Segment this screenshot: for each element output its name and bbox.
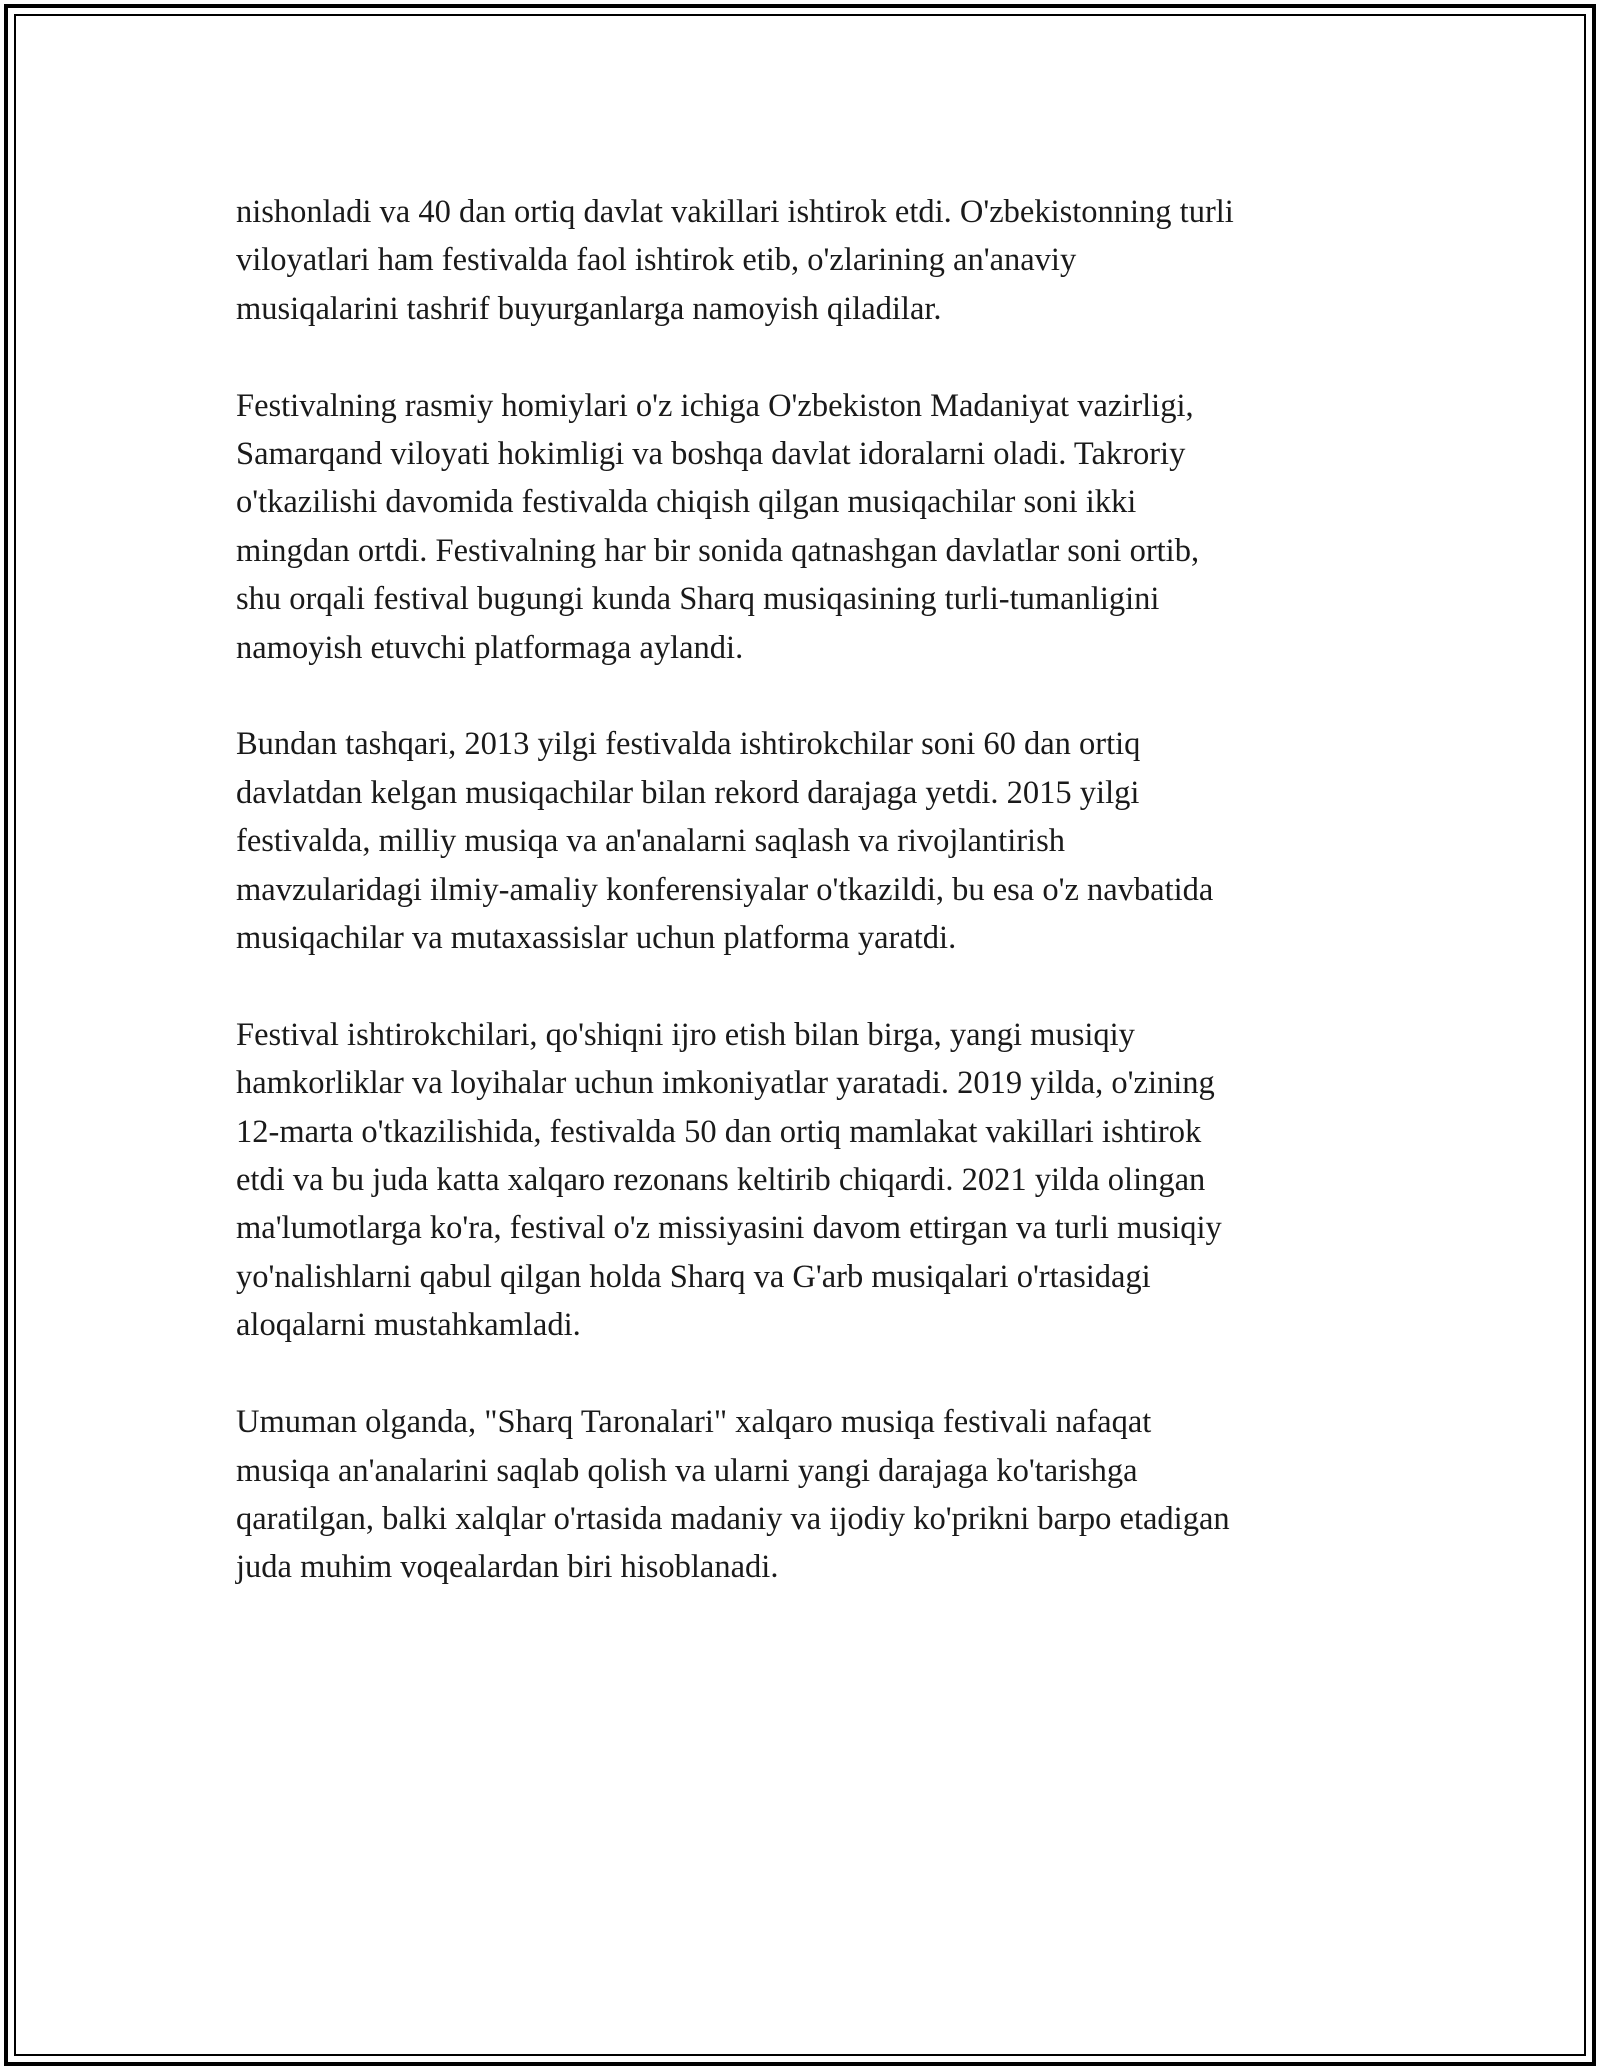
- text-line: Samarqand viloyati hokimligi va boshqa davlat idoralarni oladi. Takroriy: [236, 436, 1186, 473]
- text-line: o'tkazilishi davomida festivalda chiqish qilgan musiqachilar soni ikki: [236, 484, 1137, 521]
- text-line: davlatdan kelgan musiqachilar bilan rekord darajaga yetdi. 2015 yilgi: [236, 774, 1140, 811]
- text-line: festivalda, milliy musiqa va an'analarni saqlash va rivojlantirish: [236, 823, 1065, 860]
- text-line: hamkorliklar va loyihalar uchun imkoniyatlar yaratadi. 2019 yilda, o'zining: [236, 1065, 1215, 1102]
- text-line: etdi va bu juda katta xalqaro rezonans keltirib chiqardi. 2021 yilda olingan: [236, 1162, 1206, 1199]
- text-line: nishonladi va 40 dan ortiq davlat vakillari ishtirok etdi. O'zbekistonning turli: [236, 194, 1234, 230]
- text-line: musiqa an'analarini saqlab qolish va ularni yangi darajaga ko'tarishga: [236, 1452, 1138, 1489]
- text-line: yo'nalishlarni qabul qilgan holda Sharq va G'arb musiqalari o'rtasidagi: [236, 1258, 1151, 1295]
- document-body: [236, 188, 1378, 1640]
- paragraph-4: [236, 1011, 1378, 1350]
- text-line: qaratilgan, balki xalqlar o'rtasida madaniy va ijodiy ko'prikni barpo etadigan: [236, 1500, 1230, 1537]
- text-line: namoyish etuvchi platformaga aylandi.: [236, 629, 744, 666]
- text-line: musiqalarini tashrif buyurganlarga namoyish qiladilar.: [236, 290, 942, 327]
- text-line: musiqachilar va mutaxassislar uchun platforma yaratdi.: [236, 920, 957, 957]
- paragraph-1: [236, 188, 1378, 333]
- text-line: Umuman olganda, "Sharq Taronalari" xalqaro musiqa festivali nafaqat: [236, 1404, 1152, 1441]
- text-line: Festival ishtirokchilari, qo'shiqni ijro etish bilan birga, yangi musiqiy: [236, 1016, 1135, 1053]
- text-line: juda muhim voqealardan biri hisoblanadi.: [236, 1549, 779, 1586]
- paragraph-2: [236, 382, 1378, 672]
- text-line: Festivalning rasmiy homiylari o'z ichiga O'zbekiston Madaniyat vazirligi,: [236, 387, 1194, 424]
- text-line: shu orqali festival bugungi kunda Sharq musiqasining turli-tumanligini: [236, 581, 1160, 618]
- text-line: 12-marta o'tkazilishida, festivalda 50 dan ortiq mamlakat vakillari ishtirok: [236, 1113, 1202, 1150]
- text-line: ma'lumotlarga ko'ra, festival o'z missiyasini davom ettirgan va turli musiqiy: [236, 1210, 1222, 1247]
- text-line: mavzularidagi ilmiy-amaliy konferensiyalar o'tkazildi, bu esa o'z navbatida: [236, 871, 1214, 908]
- text-line: Bundan tashqari, 2013 yilgi festivalda ishtirokchilar soni 60 dan ortiq: [236, 726, 1141, 763]
- text-line: mingdan ortdi. Festivalning har bir sonida qatnashgan davlatlar soni ortib,: [236, 532, 1200, 569]
- paragraph-3: [236, 720, 1378, 962]
- text-line: aloqalarni mustahkamladi.: [236, 1307, 581, 1344]
- text-line: viloyatlari ham festivalda faol ishtirok etib, o'zlarining an'anaviy: [236, 242, 1077, 279]
- paragraph-5: [236, 1398, 1378, 1592]
